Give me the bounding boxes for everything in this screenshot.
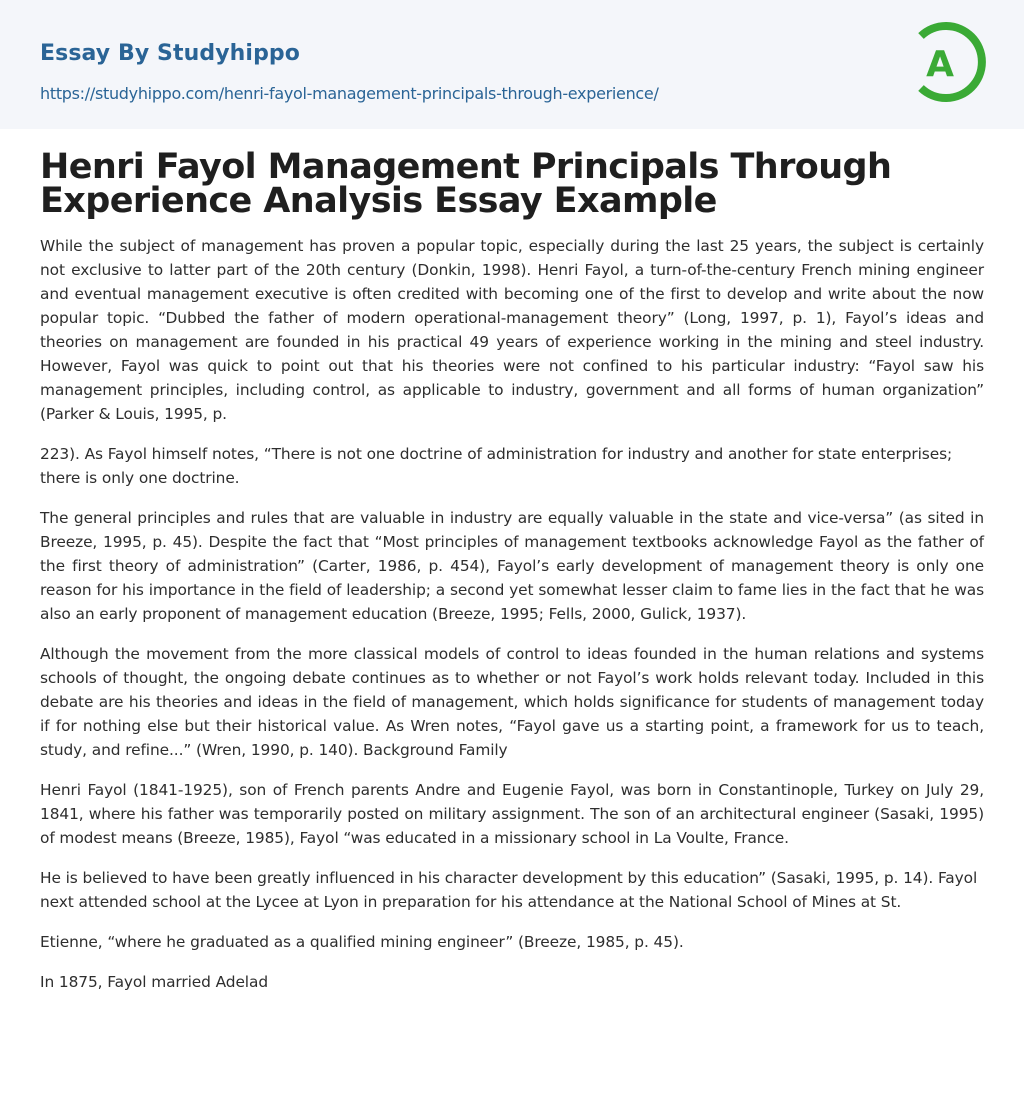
brand-title[interactable]: Essay By Studyhippo xyxy=(40,41,300,66)
essay-paragraph: Henri Fayol (1841-1925), son of French parents Andre and Eugenie Fayol, was born in Constantinople, Turkey on July 29, 1841, where his father was temporarily posted on military assignment. The son of an architectural engineer (Sasaki, 1995) of modest means (Breeze, 1985), Fayol “was educated in a missionary school in La Voulte, France. xyxy=(40,781,984,847)
page-title: Henri Fayol Management Principals Through Experience Analysis Essay Example xyxy=(40,147,892,221)
essay-paragraph: He is believed to have been greatly influenced in his character development by this education” (Sasaki, 1995, p. 14). Fayol next attended school at the Lycee at Lyon in preparation for his attendance at the National School of Mines at St. xyxy=(40,869,978,911)
site-header xyxy=(0,0,1024,129)
essay-paragraph: Although the movement from the more classical models of control to ideas founded in the human relations and systems schools of thought, the ongoing debate continues as to whether or not Fayol’s work holds relevant today. Included in this debate are his theories and ideas in the field of management, which holds significance for students of management today if for nothing else but their historical value. As Wren notes, “Fayol gave us a starting point, a framework for us to teach, study, and refine...” (Wren, 1990, p. 140). Background Family xyxy=(40,645,984,759)
source-url-link[interactable]: https://studyhippo.com/henri-fayol-management-principals-through-experience/ xyxy=(40,84,659,103)
essay-paragraph: The general principles and rules that are valuable in industry are equally valuable in the state and vice-versa” (as sited in Breeze, 1995, p. 45). Despite the fact that “Most principles of management textbooks acknowledge Fayol as the father of the first theory of administration” (Carter, 1986, p. 454), Fayol’s early development of management theory is only one reason for his importance in the field of leadership; a second yet somewhat lesser claim to fame lies in the fact that he was also an early proponent of management education (Breeze, 1995; Fells, 2000, Gulick, 1937). xyxy=(40,509,984,623)
essay-paragraph: Etienne, “where he graduated as a qualified mining engineer” (Breeze, 1985, p. 45). xyxy=(40,933,684,951)
essay-paragraph: 223). As Fayol himself notes, “There is not one doctrine of administration for industry and another for state enterprises; there is only one doctrine. xyxy=(40,445,953,487)
essay-paragraph: In 1875, Fayol married Adelad xyxy=(40,973,268,991)
studyhippo-logo-icon[interactable] xyxy=(913,19,986,105)
svg-text:A: A xyxy=(926,44,954,85)
essay-paragraph: While the subject of management has proven a popular topic, especially during the last 25 years, the subject is certainly not exclusive to latter part of the 20th century (Donkin, 1998). Henri Fayol, a turn-of-the-century French mining engineer and eventual management executive is often credited with becoming one of the first to develop and write about the now popular topic. “Dubbed the father of modern operational-management theory” (Long, 1997, p. 1), Fayol’s ideas and theories on management are founded in his practical 49 years of experience working in the mining and steel industry. However, Fayol was quick to point out that his theories were not confined to his particular industry: “Fayol saw his management principles, including control, as applicable to industry, government and all forms of human organization” (Parker & Louis, 1995, p. xyxy=(40,237,984,423)
essay-body xyxy=(40,234,984,1010)
